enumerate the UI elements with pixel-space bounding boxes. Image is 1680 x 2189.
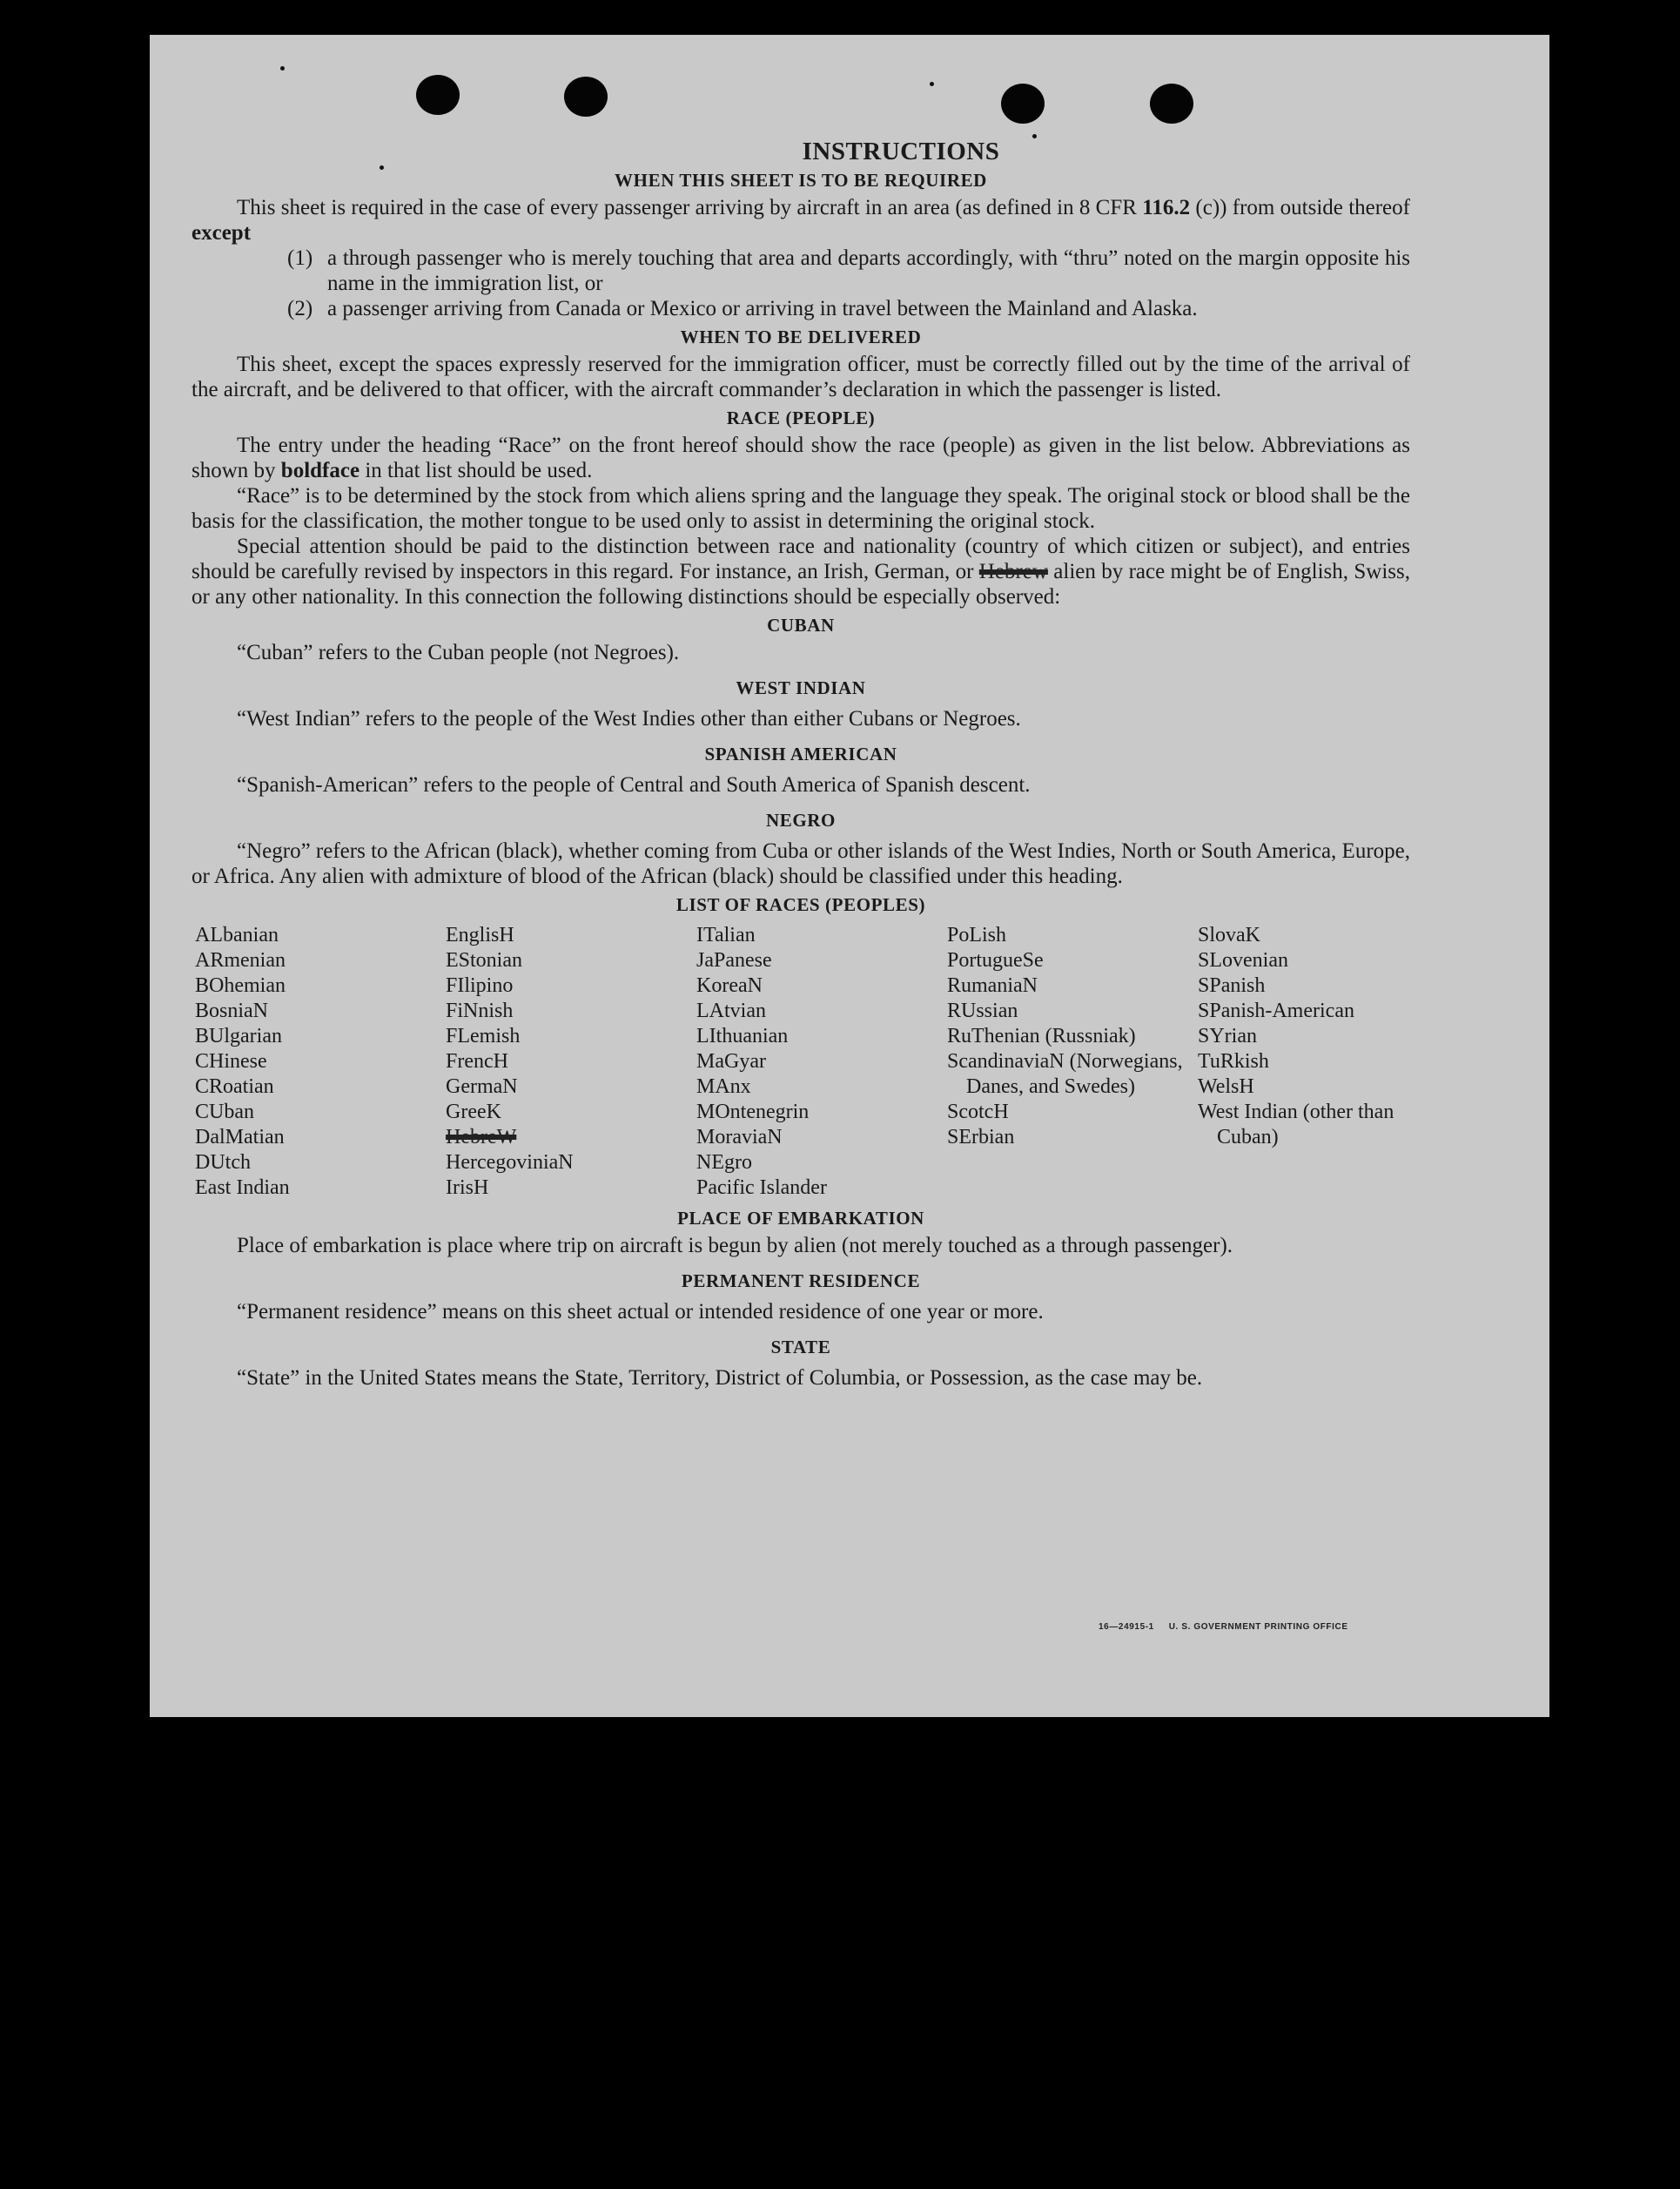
text-run-bold: 116.2 [1142,196,1191,219]
paragraph-when-delivered: This sheet, except the spaces expressly reserved for the immigration officer, must be correctly filled out by the time of the arrival of the aircraft, and be delivered to that officer, with the aircraft commander’s declaration in which the passenger is listed. [192,353,1410,401]
race-entry: ScotcH [947,1101,1009,1123]
paragraph-residence: “Permanent residence” means on this sheet actual or intended residence of one year or more. [237,1300,1044,1324]
printer-imprint [1099,1622,1348,1632]
races-column [1198,923,1448,1201]
punch-hole [564,77,608,117]
race-entry: East Indian [195,1176,290,1199]
race-entry: GreeK [446,1101,501,1123]
race-entry: BosniaN [195,1000,268,1022]
speck [1032,134,1037,138]
race-entry: IrisH [446,1176,489,1199]
races-column [696,923,947,1201]
punch-hole [1001,84,1045,124]
race-entry: CHinese [195,1050,267,1073]
race-entry: RUssian [947,1000,1018,1022]
section-heading-west-indian: WEST INDIAN [736,677,866,698]
race-entry: SPanish-American [1198,1000,1354,1022]
paragraph-race-2: “Race” is to be determined by the stock from which aliens spring and the language they speak. The original stock or blood shall be the basis for the classification, the mother tongue to be used only to assist in determining the original stock. [192,484,1410,533]
race-entry: LAtvian [696,1000,766,1022]
section-heading-negro: NEGRO [765,810,836,831]
races-column [446,923,696,1201]
race-entry [446,1125,696,1150]
race-entry: WelsH [1198,1075,1254,1098]
speck [280,66,285,71]
paragraph-negro: “Negro” refers to the African (black), whether coming from Cuba or other islands of the West Indies, North or South America, Europe, or Africa. Any alien with admixture of blood of the African (black) should be classified under this heading. [192,839,1410,888]
race-entry: BUlgarian [195,1025,282,1047]
section-heading-embarkation: PLACE OF EMBARKATION [677,1208,924,1229]
paragraph-race-3 [192,534,1410,610]
struck-word: Hebrew [978,560,1048,583]
paragraph-spanish-american: “Spanish-American” refers to the people of Central and South America of Spanish descent. [237,773,1031,797]
race-entry: West Indian (other than Cuban) [1198,1101,1394,1148]
text-run-bold: except [192,221,252,245]
item-number: (1) [287,246,313,270]
race-entry: SPanish [1198,974,1266,997]
race-entry: MAnx [696,1075,751,1098]
section-heading-spanish-american: SPANISH AMERICAN [704,744,897,764]
print-office: U. S. GOVERNMENT PRINTING OFFICE [1168,1622,1348,1632]
race-entry: FrencH [446,1050,508,1073]
races-list [195,923,1410,1201]
struck-race-entry: HebreW [446,1126,517,1148]
list-item [192,296,1410,321]
race-entry: CRoatian [195,1075,274,1098]
race-entry: MoraviaN [696,1126,783,1148]
race-entry: RumaniaN [947,974,1038,997]
race-entry: KoreaN [696,974,763,997]
race-entry: SYrian [1198,1025,1257,1047]
race-entry: EStonian [446,949,522,972]
race-entry: DalMatian [195,1126,285,1148]
race-entry: EnglisH [446,924,514,946]
text-run: The entry under the heading “Race” on the front hereof should show the race (people) as given in the list below. Abbreviations as shown by [192,434,1410,482]
text-run: in that list should be used. [360,459,593,482]
punch-hole [416,75,460,115]
print-code: 16—24915-1 [1099,1622,1154,1632]
paragraph-cuban: “Cuban” refers to the Cuban people (not Negroes). [237,641,680,664]
race-entry: SlovaK [1198,924,1260,946]
paragraph-when-required [192,195,1410,246]
race-entry: ITalian [696,924,756,946]
punch-hole [1150,84,1193,124]
race-entry: MaGyar [696,1050,766,1073]
race-entry: RuThenian (Russniak) [947,1025,1136,1047]
race-entry: DUtch [195,1151,251,1174]
text-run: alien by race might be of English, Swiss, or any other nationality. In this connection the following distinctions should be especially observed: [192,560,1410,609]
race-entry: CUban [195,1101,254,1123]
race-entry: JaPanese [696,949,772,972]
section-heading-race: RACE (PEOPLE) [726,407,876,428]
text-run: (c)) from outside thereof [1190,196,1410,219]
race-entry: ScandinaviaN (Norwegians, Danes, and Swedes) [947,1050,1183,1098]
instruction-sheet [150,35,1549,1717]
race-entry: SLovenian [1198,949,1288,972]
race-entry: SErbian [947,1126,1015,1148]
race-entry: NEgro [696,1151,752,1174]
race-entry: ALbanian [195,924,279,946]
race-entry: LIthuanian [696,1025,789,1047]
list-item [192,246,1410,296]
races-column [195,923,446,1201]
race-entry: ARmenian [195,949,286,972]
text-run: Special attention should be paid to the distinction between race and nationality (country of which citizen or subject), and entries should be carefully revised by inspectors in this regard. For instance, an Irish, German, or [192,535,1410,583]
section-heading-cuban: CUBAN [767,615,835,636]
section-heading-when-delivered: WHEN TO BE DELIVERED [680,327,922,347]
race-entry: HercegoviniaN [446,1151,574,1174]
page-title: INSTRUCTIONS [802,138,1000,165]
section-heading-state: STATE [770,1337,831,1357]
item-text: a through passenger who is merely touching that area and departs accordingly, with “thru” noted on the margin opposite his name in the immigration list, or [327,246,1410,295]
paragraph-embarkation: Place of embarkation is place where trip on aircraft is begun by alien (not merely touched as a through passenger). [237,1234,1233,1257]
race-entry: BOhemian [195,974,286,997]
section-heading-list-of-races: LIST OF RACES (PEOPLES) [675,894,926,915]
instructions-body [192,139,1410,1391]
race-entry: GermaN [446,1075,518,1098]
speck [930,82,934,86]
section-heading-residence: PERMANENT RESIDENCE [681,1270,921,1291]
race-entry: FIlipino [446,974,514,997]
paragraph-state: “State” in the United States means the State, Territory, District of Columbia, or Possession, as the case may be. [237,1366,1203,1390]
paragraph-west-indian: “West Indian” refers to the people of the West Indies other than either Cubans or Negroes. [237,707,1021,731]
paragraph-race-1 [192,433,1410,483]
item-text: a passenger arriving from Canada or Mexico or arriving in travel between the Mainland and Alaska. [327,297,1198,320]
section-heading-when-required: WHEN THIS SHEET IS TO BE REQUIRED [615,170,987,191]
race-entry: PortugueSe [947,949,1044,972]
text-run-bold: boldface [280,459,360,482]
races-column [947,923,1198,1201]
race-entry: FLemish [446,1025,521,1047]
race-entry: MOntenegrin [696,1101,810,1123]
race-entry: TuRkish [1198,1050,1269,1073]
text-run: This sheet is required in the case of every passenger arriving by aircraft in an area (as defined in 8 CFR [237,196,1143,219]
race-entry: FiNnish [446,1000,514,1022]
race-entry: Pacific Islander [696,1176,827,1199]
race-entry: PoLish [947,924,1007,946]
item-number: (2) [287,297,313,320]
